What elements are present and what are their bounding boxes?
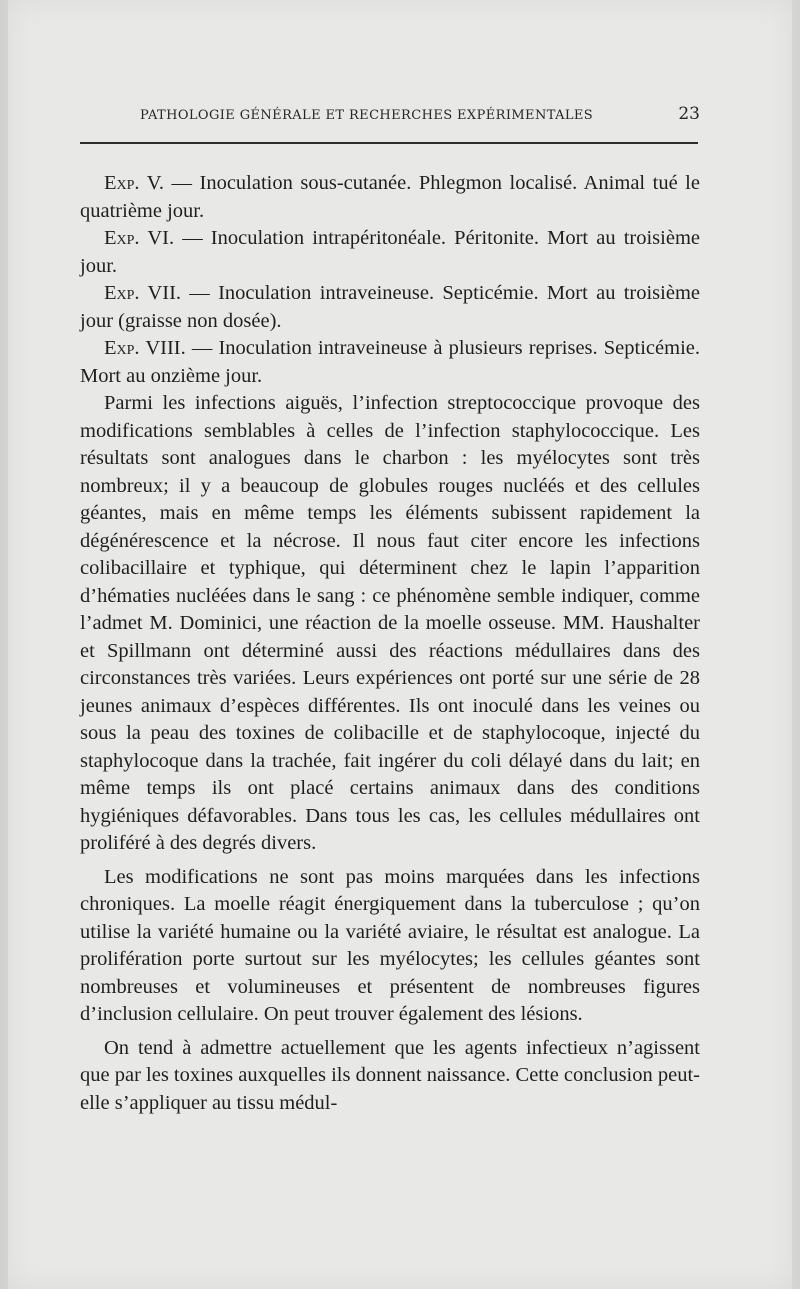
experiment-text: VII. — Inoculation intraveineuse. Septicémie. Mort au troisième jour (graisse non dosée). xyxy=(80,282,700,332)
experiment-entry xyxy=(80,280,700,335)
body-paragraph: On tend à admettre actuellement que les agents infectieux n’agissent que par les toxines auxquelles ils donnent naissance. Cette conclusion peut-elle s’appliquer au tissu médul- xyxy=(80,1036,700,1114)
body-paragraph: Parmi les infections aiguës, l’infection streptococcique provoque des modifications semblables à celles de l’infection staphylococcique. Les résultats sont analogues dans le charbon : les myélocytes sont très nombreux; il y a beaucoup de globules rouges nucléés et des cellules géantes, mais en même temps les éléments subissent rapidement la dégénérescence et la nécrose. Il nous faut citer encore les infections colibacillaire et typhique, qui déterminent chez le lapin l’apparition d’hématies nucléées dans le sang : ce phénomène semble indiquer, comme l’admet M. Dominici, une réaction de la moelle osseuse. MM. Haushalter et Spillmann ont déterminé aussi des réactions médullaires dans des circonstances très variées. Leurs expériences ont porté sur une série de 28 jeunes animaux d’espèces différentes. Ils ont inoculé dans les veines ou sous la peau des toxines de colibacille et de staphylocoque, injecté du staphylocoque dans la trachée, fait ingérer du coli délayé dans du lait; en même temps ils ont placé certains animaux dans des conditions hygiéniques défavorables. Dans tous les cas, les cellules médullaires ont proliféré à des degrés divers. xyxy=(80,392,700,854)
page-number: 23 xyxy=(678,104,700,124)
running-header xyxy=(140,104,700,124)
experiment-entry xyxy=(80,225,700,280)
experiment-entry xyxy=(80,335,700,390)
experiment-label: Exp. xyxy=(104,172,140,194)
experiment-text: VIII. — Inoculation intraveineuse à plusieurs reprises. Septicémie. Mort au onzième jour. xyxy=(80,337,700,387)
running-header-title: PATHOLOGIE GÉNÉRALE ET RECHERCHES EXPÉRIMENTALES xyxy=(140,108,594,123)
body-paragraph: Les modifications ne sont pas moins marquées dans les infections chroniques. La moelle réagit énergiquement dans la tuberculose ; qu’on utilise la variété humaine ou la variété aviaire, le résultat est analogue. La prolifération porte surtout sur les myélocytes; les cellules géantes sont nombreuses et volumineuses et présentent de nombreuses figures d’inclusion cellulaire. On peut trouver également des lésions. xyxy=(80,865,700,1025)
experiment-text: V. — Inoculation sous-cutanée. Phlegmon localisé. Animal tué le quatrième jour. xyxy=(80,172,700,222)
header-rule xyxy=(80,142,698,144)
experiment-text: VI. — Inoculation intrapéritonéale. Péritonite. Mort au troisième jour. xyxy=(80,227,700,277)
experiment-entry xyxy=(80,170,700,225)
page-body xyxy=(80,170,700,1117)
experiment-label: Exp. xyxy=(104,337,140,359)
experiment-label: Exp. xyxy=(104,227,140,249)
experiment-label: Exp. xyxy=(104,282,140,304)
